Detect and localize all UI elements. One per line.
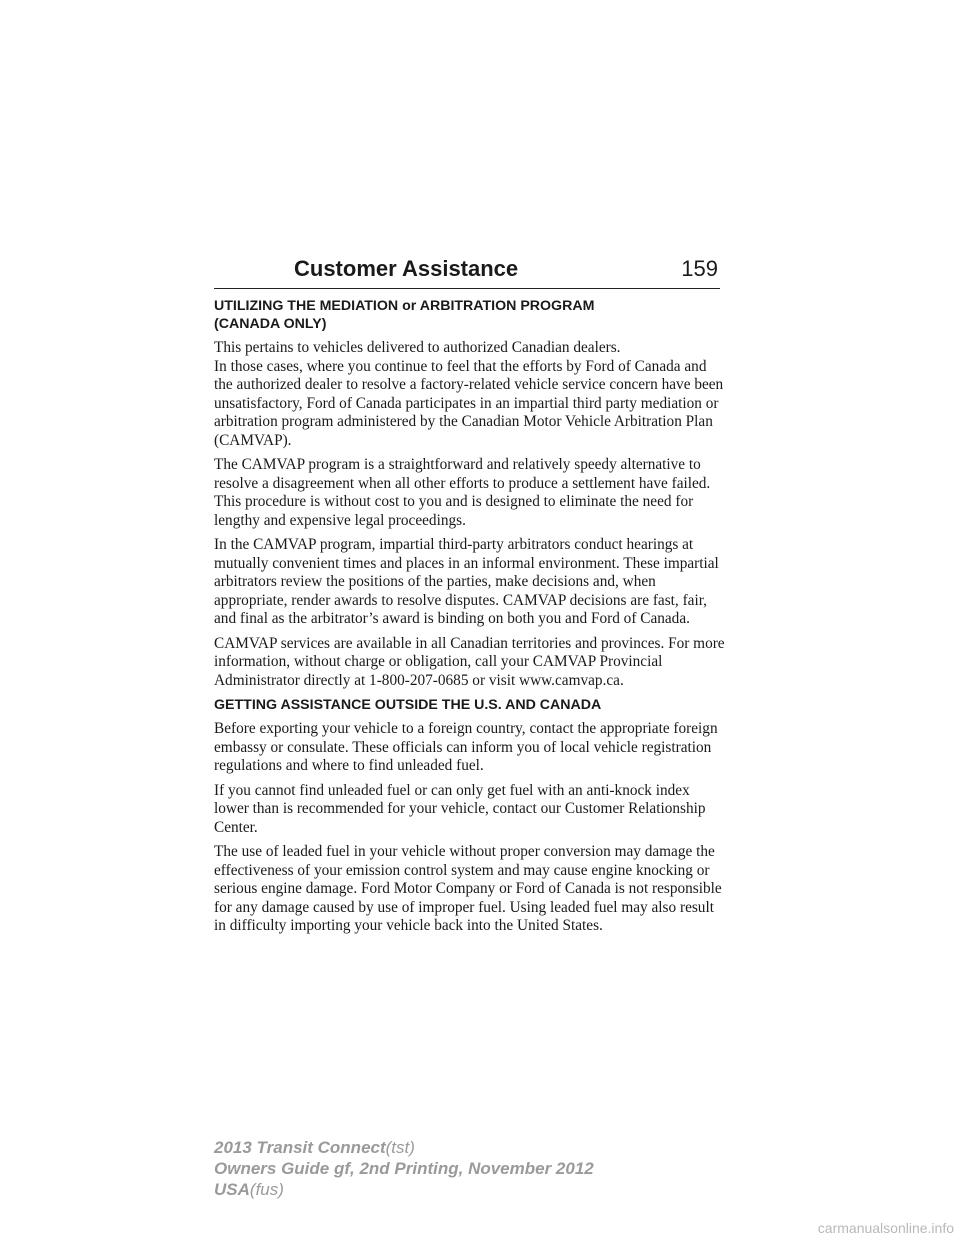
footer-model-code: (tst) [385, 1138, 415, 1157]
paragraph: In the CAMVAP program, impartial third-party arbitrators conduct hearings at mutually convenient times and places in an informal environment. These impartial arbitrators review the positions of the parties, make decisions and, when appropriate, render awards to resolve disputes. CAMVAP decisions are fast, fair, and final as the arbitrator’s award is binding on both you and Ford of Canada. [214, 536, 719, 627]
paragraph: Before exporting your vehicle to a foreign country, contact the appropriate foreign embassy or consulate. These officials can inform you of local vehicle registration regulations and where to find unleaded fuel. [214, 720, 718, 774]
page-number: 159 [681, 256, 718, 281]
footer-line [214, 1179, 594, 1200]
page-content [214, 297, 726, 942]
footer-line [214, 1158, 594, 1179]
page-header [214, 254, 720, 289]
heading-line: UTILIZING THE MEDIATION or ARBITRATION PROGRAM [214, 298, 595, 314]
section-title: Customer Assistance [294, 256, 519, 281]
paragraph: The use of leaded fuel in your vehicle without proper conversion may damage the effectiveness of your emission control system and may cause engine knocking or serious engine damage. Ford Motor Company or Ford of Canada is not responsible for any damage caused by use of improper fuel. Using leaded fuel may also result in difficulty importing your vehicle back into the United States. [214, 843, 722, 934]
footer-line [214, 1137, 594, 1158]
footer-printing: Owners Guide gf, 2nd Printing, November 2012 [214, 1159, 594, 1178]
paragraph: If you cannot find unleaded fuel or can only get fuel with an anti-knock index lower than is recommended for your vehicle, contact our Customer Relationship Center. [214, 781, 706, 836]
paragraph: The CAMVAP program is a straightforward and relatively speedy alternative to resolve a disagreement when all other efforts to produce a settlement have failed. This procedure is without cost to you and is designed to eliminate the need for lengthy and expensive legal proceedings. [214, 456, 711, 529]
paragraph-camvap-contact: CAMVAP services are available in all Canadian territories and provinces. For more information, without charge or obligation, call your CAMVAP Provincial Administrator directly at 1-800-207-0685 or visit www.camvap.ca. [214, 634, 725, 689]
footer-model: 2013 Transit Connect [214, 1138, 386, 1157]
footer-market: USA [214, 1180, 250, 1199]
paragraph: In those cases, where you continue to feel that the efforts by Ford of Canada and the authorized dealer to resolve a factory-related vehicle service concern have been unsatisfactory, Ford of Canada participates in an impartial third party mediation or arbitration program administered by the Canadian Motor Vehicle Arbitration Plan (CAMVAP). [214, 357, 724, 449]
heading-mediation-arbitration [214, 297, 726, 333]
watermark: carmanualsonline.info [817, 1220, 954, 1236]
heading-outside-us-canada: GETTING ASSISTANCE OUTSIDE THE U.S. AND CANADA [214, 697, 602, 713]
paragraph: This pertains to vehicles delivered to authorized Canadian dealers. [214, 339, 621, 356]
heading-line: (CANADA ONLY) [214, 316, 327, 332]
footer-market-code: (fus) [249, 1180, 284, 1199]
page-footer [214, 1137, 594, 1200]
